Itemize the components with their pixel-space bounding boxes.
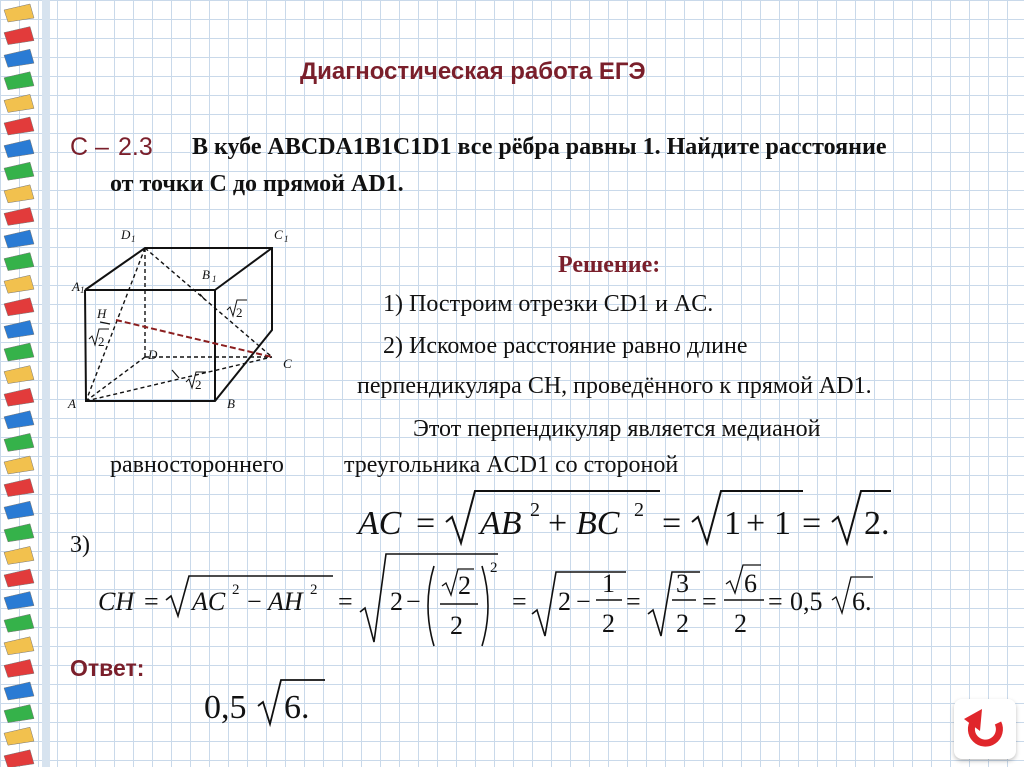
svg-text:2: 2 xyxy=(450,611,463,640)
spiral-mark xyxy=(4,275,34,293)
spiral-mark xyxy=(4,569,34,587)
svg-text:=: = xyxy=(626,587,641,616)
spiral-binding-icon xyxy=(0,0,58,767)
vertex-label-a1: A xyxy=(72,279,80,294)
spiral-mark xyxy=(4,4,34,22)
vertex-label-b: B xyxy=(227,396,235,411)
vertex-label-c: C xyxy=(283,356,292,371)
spiral-mark xyxy=(4,366,34,384)
svg-text:AC: AC xyxy=(358,505,402,542)
svg-text:=: = xyxy=(702,587,717,616)
problem-text-line-2: от точки С до прямой AD1. xyxy=(110,171,404,197)
svg-text:1: 1 xyxy=(724,505,741,542)
svg-text:2: 2 xyxy=(310,582,318,598)
svg-text:CH: CH xyxy=(98,587,135,616)
vertex-subscript: 1 xyxy=(284,234,289,244)
vertex-subscript: 1 xyxy=(212,274,217,284)
spiral-mark xyxy=(4,637,34,655)
cube-figure xyxy=(55,222,315,422)
vertex-label-c1: C xyxy=(274,227,283,242)
svg-text:6.: 6. xyxy=(852,587,872,616)
spiral-mark xyxy=(4,320,34,338)
svg-text:=: = xyxy=(768,587,783,616)
spiral-mark xyxy=(4,750,34,767)
spiral-mark xyxy=(4,117,34,135)
svg-text:AB: AB xyxy=(480,505,522,542)
svg-text:−: − xyxy=(576,587,591,616)
spiral-mark xyxy=(4,140,34,158)
step-3-label: 3) xyxy=(70,532,90,558)
spiral-mark xyxy=(4,94,34,112)
spiral-mark xyxy=(4,343,34,361)
spiral-mark xyxy=(4,727,34,745)
svg-text:−: − xyxy=(247,587,262,616)
page-title: Диагностическая работа ЕГЭ xyxy=(300,58,646,85)
problem-text-line-1: В кубе ABCDA1B1C1D1 все рёбра равны 1. Найдите расстояние xyxy=(192,134,887,160)
spiral-mark xyxy=(4,411,34,429)
spiral-mark xyxy=(4,433,34,451)
svg-text:2: 2 xyxy=(676,609,689,638)
spiral-mark xyxy=(4,592,34,610)
svg-text:+: + xyxy=(746,505,766,542)
vertex-label-d1: D xyxy=(121,227,131,242)
svg-text:AC: AC xyxy=(192,587,226,616)
svg-text:AH: AH xyxy=(268,587,303,616)
svg-text:0,5: 0,5 xyxy=(204,689,247,726)
svg-text:0,5: 0,5 xyxy=(790,587,823,616)
solution-step-2: 2) Искомое расстояние равно длине xyxy=(383,333,748,359)
svg-text:2: 2 xyxy=(734,609,747,638)
svg-text:=: = xyxy=(416,505,436,542)
svg-text:−: − xyxy=(406,587,421,616)
answer-label: Ответ: xyxy=(70,655,145,681)
spiral-mark xyxy=(4,388,34,406)
svg-text:1: 1 xyxy=(774,505,791,542)
svg-text:3: 3 xyxy=(676,569,689,598)
vertex-subscript: 1 xyxy=(131,234,136,244)
svg-text:2: 2 xyxy=(634,499,644,521)
svg-text:6: 6 xyxy=(744,569,757,598)
spiral-mark xyxy=(4,185,34,203)
vertex-label-a: A xyxy=(68,396,76,411)
sqrt2-label: 2 xyxy=(195,377,202,392)
svg-text:2: 2 xyxy=(490,560,498,576)
svg-text:2: 2 xyxy=(458,571,471,600)
svg-text:2: 2 xyxy=(558,587,571,616)
svg-text:2: 2 xyxy=(530,499,540,521)
svg-text:1: 1 xyxy=(602,569,615,598)
spiral-mark xyxy=(4,162,34,180)
spiral-mark xyxy=(4,207,34,225)
svg-text:=: = xyxy=(338,587,353,616)
spiral-mark xyxy=(4,253,34,271)
svg-text:=: = xyxy=(144,587,159,616)
svg-text:6.: 6. xyxy=(284,689,310,726)
sqrt2-label: 2 xyxy=(236,305,243,320)
svg-text:+: + xyxy=(548,505,568,542)
svg-text:=: = xyxy=(512,587,527,616)
solution-step-2b: перпендикуляра CH, проведённого к прямой AD1. xyxy=(357,373,872,399)
spiral-mark xyxy=(4,546,34,564)
spiral-mark xyxy=(4,49,34,67)
vertex-subscript: 1 xyxy=(80,285,85,295)
vertex-label-d: D xyxy=(148,347,158,362)
answer-value xyxy=(200,670,340,730)
return-button[interactable] xyxy=(954,699,1016,759)
equation-ac xyxy=(350,482,910,552)
solution-step-2d-a: равностороннего xyxy=(110,452,284,478)
vertex-label-b1: B xyxy=(202,267,210,282)
svg-text:2: 2 xyxy=(232,582,240,598)
equation-ch xyxy=(92,548,892,648)
spiral-mark xyxy=(4,230,34,248)
return-arrow-icon xyxy=(954,699,1016,759)
spiral-mark xyxy=(4,501,34,519)
spiral-mark xyxy=(4,705,34,723)
spiral-mark xyxy=(4,72,34,90)
spiral-mark xyxy=(4,659,34,677)
sqrt2-label: 2 xyxy=(98,334,105,349)
spiral-mark xyxy=(4,298,34,316)
spiral-mark xyxy=(4,682,34,700)
svg-text:2: 2 xyxy=(390,587,403,616)
problem-label: С – xyxy=(70,133,109,161)
spiral-mark xyxy=(4,524,34,542)
problem-number: 2.3 xyxy=(118,133,153,161)
svg-text:2.: 2. xyxy=(864,505,890,542)
solution-step-2d-b: треугольника ACD1 со стороной xyxy=(344,452,679,478)
solution-step-2c: Этот перпендикуляр является медианой xyxy=(413,416,821,442)
solution-step-1: 1) Построим отрезки CD1 и AC. xyxy=(383,291,714,317)
svg-text:=: = xyxy=(662,505,682,542)
spiral-mark xyxy=(4,27,34,45)
solution-heading: Решение: xyxy=(558,252,661,278)
svg-text:BC: BC xyxy=(576,505,620,542)
vertex-label-h: H xyxy=(97,306,107,321)
svg-text:=: = xyxy=(802,505,822,542)
spiral-mark xyxy=(4,614,34,632)
spiral-mark xyxy=(4,479,34,497)
spiral-mark xyxy=(4,456,34,474)
svg-text:2: 2 xyxy=(602,609,615,638)
